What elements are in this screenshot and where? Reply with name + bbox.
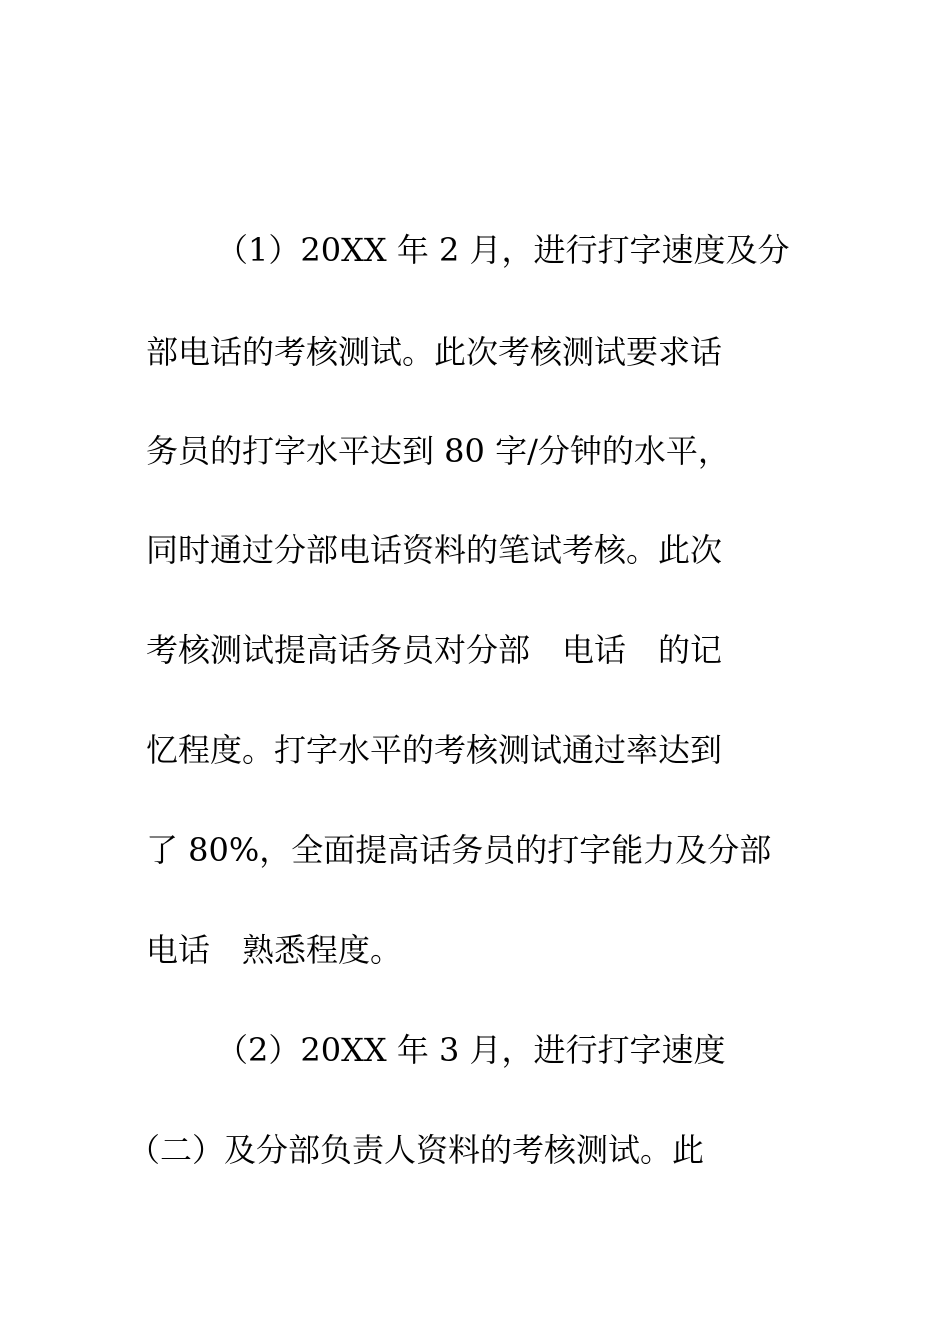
paragraph-2-line-1: （2）20XX 年 3 月，进行打字速度 <box>216 1031 726 1069</box>
paragraph-1-line-3: 务员的打字水平达到 80 字/分钟的水平， <box>146 432 730 470</box>
paragraph-1-line-7: 了 80%，全面提高话务员的打字能力及分部 <box>146 831 772 869</box>
paragraph-1-line-2: 部电话的考核测试。此次考核测试要求话 <box>146 333 723 371</box>
paragraph-1-line-4: 同时通过分部电话资料的笔试考核。此次 <box>146 531 723 569</box>
paragraph-1-line-6: 忆程度。打字水平的考核测试通过率达到 <box>146 731 723 769</box>
paragraph-1-line-8: 电话 熟悉程度。 <box>146 931 403 969</box>
paragraph-1-line-1: （1）20XX 年 2 月，进行打字速度及分 <box>216 231 790 269</box>
paragraph-1-line-5: 考核测试提高话务员对分部 电话 的记 <box>146 631 723 669</box>
paragraph-2-line-2: （二）及分部负责人资料的考核测试。此 <box>128 1131 705 1169</box>
